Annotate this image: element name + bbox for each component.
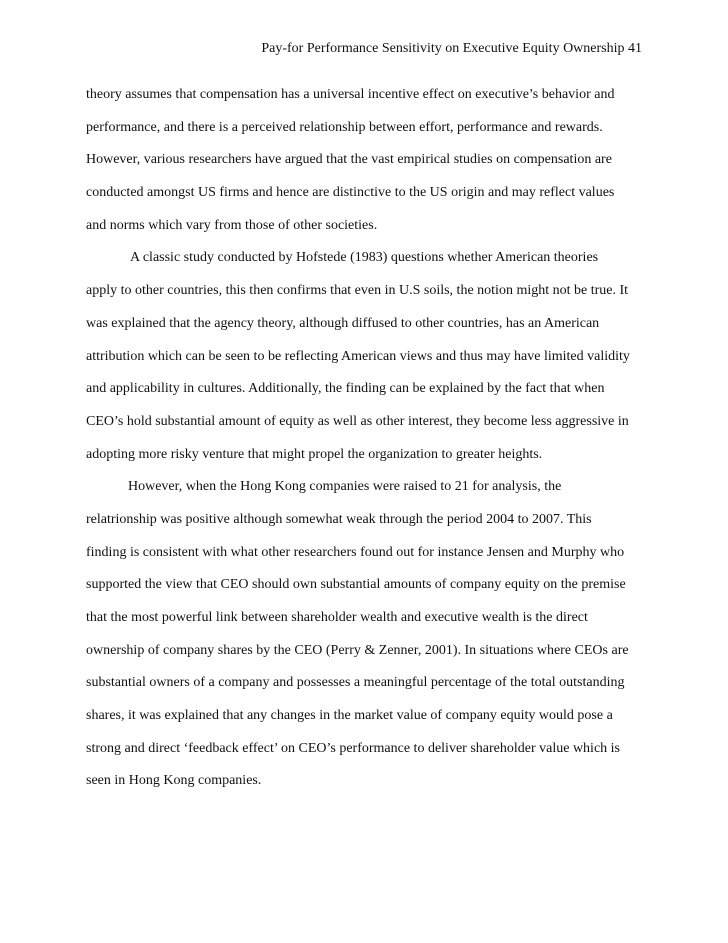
text-line: and applicability in cultures. Additionally, the finding can be explained by the fact that when: [86, 381, 605, 397]
text-line: attribution which can be seen to be reflecting American views and thus may have limited validity: [86, 348, 630, 364]
text-line: finding is consistent with what other researchers found out for instance Jensen and Murphy who: [86, 544, 625, 560]
text-line: theory assumes that compensation has a universal incentive effect on executive’s behavior and: [86, 87, 615, 102]
text-line: was explained that the agency theory, although diffused to other countries, has an American: [86, 315, 600, 331]
text-line: apply to other countries, this then confirms that even in U.S soils, the notion might not be true. It: [86, 283, 629, 299]
text-line: seen in Hong Kong companies.: [86, 773, 262, 789]
paragraph-start-line: A classic study conducted by Hofstede (1983) questions whether American theories: [130, 250, 599, 266]
text-line: relatrionship was positive although somewhat weak through the period 2004 to 2007. This: [86, 511, 592, 527]
running-head: Pay-for Performance Sensitivity on Executive Equity Ownership 41: [261, 41, 642, 56]
text-line: and norms which vary from those of other societies.: [86, 217, 378, 233]
body-text: [86, 85, 648, 804]
text-line: substantial owners of a company and possesses a meaningful percentage of the total outstanding: [86, 675, 625, 691]
text-line: shares, it was explained that any changes in the market value of company equity would pose a: [86, 708, 613, 724]
text-line: ownership of company shares by the CEO (Perry & Zenner, 2001). In situations where CEOs are: [86, 642, 629, 658]
text-line: strong and direct ‘feedback effect’ on CEO’s performance to deliver shareholder value which is: [86, 740, 620, 756]
text-line: conducted amongst US firms and hence are distinctive to the US origin and may reflect values: [86, 185, 615, 201]
text-line: that the most powerful link between shareholder wealth and executive wealth is the direct: [86, 610, 588, 625]
text-line: However, various researchers have argued that the vast empirical studies on compensation are: [86, 152, 612, 168]
text-line: CEO’s hold substantial amount of equity as well as other interest, they become less aggressive in: [86, 413, 629, 429]
paragraph-start-line: However, when the Hong Kong companies were raised to 21 for analysis, the: [128, 479, 562, 495]
text-line: adopting more risky venture that might propel the organization to greater heights.: [86, 446, 543, 462]
text-line: supported the view that CEO should own substantial amounts of company equity on the premise: [86, 577, 626, 593]
text-line: performance, and there is a perceived relationship between effort, performance and rewards.: [86, 119, 603, 135]
